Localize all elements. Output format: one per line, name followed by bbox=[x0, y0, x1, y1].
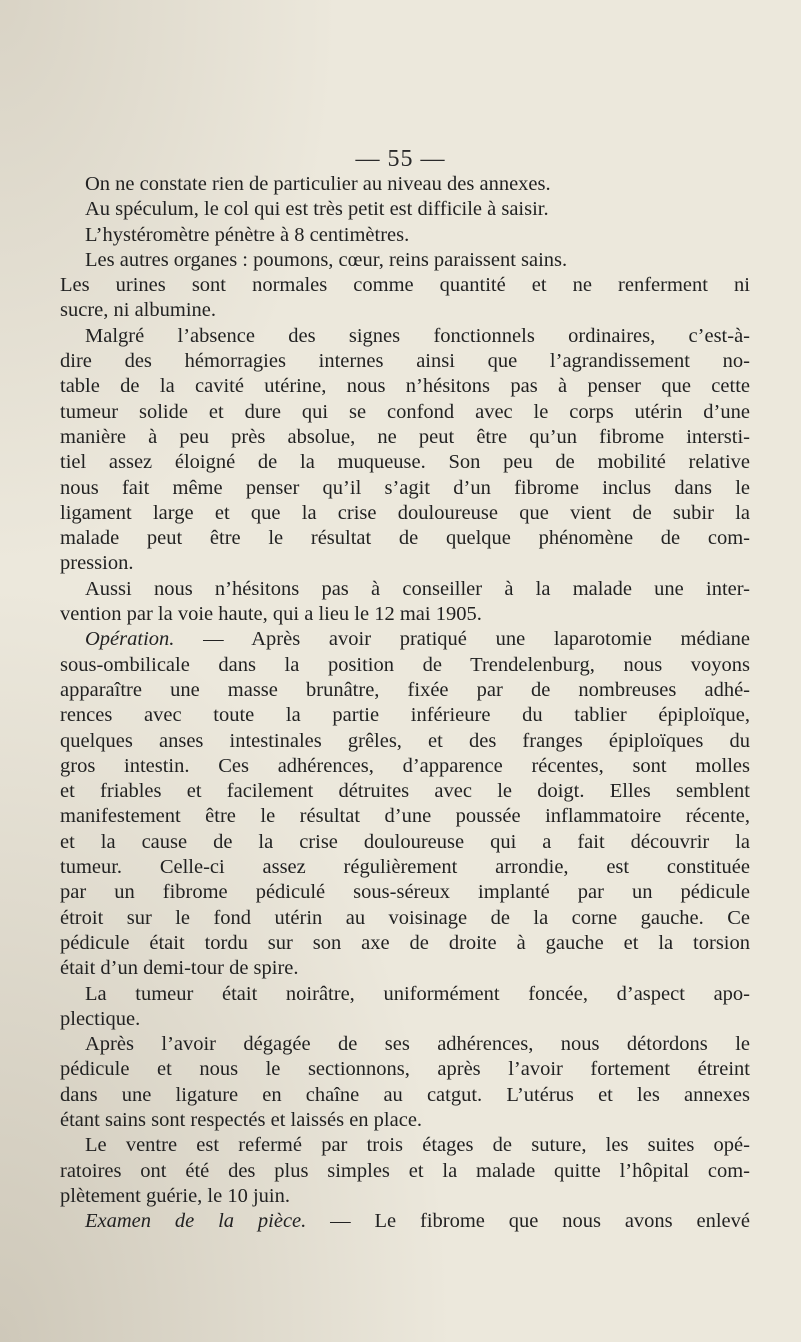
text-line: dire des hémorragies internes ainsi que l’agrandissement no- bbox=[60, 350, 750, 373]
text-line: Le ventre est refermé par trois étages de suture, les suites opé- bbox=[85, 1134, 750, 1157]
text-line: et friables et facilement détruites avec le doigt. Elles semblent bbox=[60, 780, 750, 803]
text-line: manifestement être le résultat d’une poussée inflammatoire récente, bbox=[60, 805, 750, 828]
text-line: On ne constate rien de particulier au niveau des annexes. bbox=[85, 173, 551, 195]
text-line: L’hystéromètre pénètre à 8 centimètres. bbox=[85, 223, 410, 246]
text-line: pédicule était tordu sur son axe de droite à gauche et la torsion bbox=[60, 931, 750, 954]
text-line bbox=[60, 1209, 750, 1234]
text-line: tumeur solide et dure qui se confond avec le corps utérin d’une bbox=[60, 400, 750, 423]
text-line: tumeur. Celle-ci assez régulièrement arrondie, est constituée bbox=[60, 856, 750, 879]
text-line-rest: — Le fibrome que nous avons enlevé bbox=[330, 1210, 751, 1233]
page-number: — 55 — bbox=[355, 146, 446, 172]
text-line: Opération. — Après avoir pratiqué une laparotomie médiane bbox=[85, 628, 750, 651]
text-line: plectique. bbox=[60, 1007, 141, 1030]
text-line: étant sains sont respectés et laissés en place. bbox=[60, 1108, 423, 1131]
text-line-rest: Après avoir pratiqué une laparotomie médiane bbox=[251, 628, 750, 651]
text-line: Malgré l’absence des signes fonctionnels ordinaires, c’est-à- bbox=[85, 324, 750, 347]
text-line: Aussi nous n’hésitons pas à conseiller à la malade une inter- bbox=[85, 577, 750, 600]
text-line: table de la cavité utérine, nous n’hésitons pas à penser que cette bbox=[60, 375, 750, 398]
text-line: étroit sur le fond utérin au voisinage de la corne gauche. Ce bbox=[60, 906, 750, 929]
text-line: Les autres organes : poumons, cœur, reins paraissent sains. bbox=[85, 248, 568, 271]
text-line: tiel assez éloigné de la muqueuse. Son peu de mobilité relative bbox=[60, 451, 750, 474]
text-line: ratoires ont été des plus simples et la malade quitte l’hôpital com- bbox=[60, 1159, 750, 1182]
text-line: nous fait même penser qu’il s’agit d’un fibrome inclus dans le bbox=[60, 476, 750, 499]
text-line: pédicule et nous le sectionnons, après l’avoir fortement étreint bbox=[60, 1058, 750, 1081]
text-line: par un fibrome pédiculé sous-séreux implanté par un pédicule bbox=[60, 881, 750, 904]
text-line: rences avec toute la partie inférieure du tablier épiploïque, bbox=[60, 704, 750, 727]
text-line: Au spéculum, le col qui est très petit est difficile à saisir. bbox=[85, 198, 549, 221]
text-line: sous-ombilicale dans la position de Trendelenburg, nous voyons bbox=[60, 653, 750, 676]
section-heading-operation: Opération. bbox=[85, 628, 175, 651]
text-line: vention par la voie haute, qui a lieu le 12 mai 1905. bbox=[60, 603, 482, 626]
text-line: manière à peu près absolue, ne peut être qu’un fibrome intersti- bbox=[60, 425, 750, 448]
text-line: quelques anses intestinales grêles, et des franges épiploïques du bbox=[60, 729, 750, 752]
text-line: La tumeur était noirâtre, uniformément foncée, d’aspect apo- bbox=[85, 982, 750, 1005]
text-line: Les urines sont normales comme quantité et ne renferment ni bbox=[60, 274, 750, 297]
text-line: et la cause de la crise douloureuse qui a fait découvrir la bbox=[60, 830, 750, 853]
text-line: pression. bbox=[60, 552, 134, 575]
text-line: Après l’avoir dégagée de ses adhérences, nous détordons le bbox=[85, 1033, 750, 1056]
text-line: apparaître une masse brunâtre, fixée par de nombreuses adhé- bbox=[60, 678, 750, 701]
text-line: malade peut être le résultat de quelque phénomène de com- bbox=[60, 527, 750, 550]
text-line: était d’un demi-tour de spire. bbox=[60, 957, 299, 980]
text-line: dans une ligature en chaîne au catgut. L’utérus et les annexes bbox=[60, 1083, 750, 1106]
text-line: gros intestin. Ces adhérences, d’apparence récentes, sont molles bbox=[60, 754, 750, 777]
section-heading-examen: Examen de la pièce. bbox=[85, 1210, 307, 1233]
text-line: sucre, ni albumine. bbox=[60, 299, 216, 322]
text-line: ligament large et que la crise douloureuse que vient de subir la bbox=[60, 501, 750, 524]
text-line: plètement guérie, le 10 juin. bbox=[60, 1184, 290, 1207]
body-text bbox=[60, 172, 750, 1234]
